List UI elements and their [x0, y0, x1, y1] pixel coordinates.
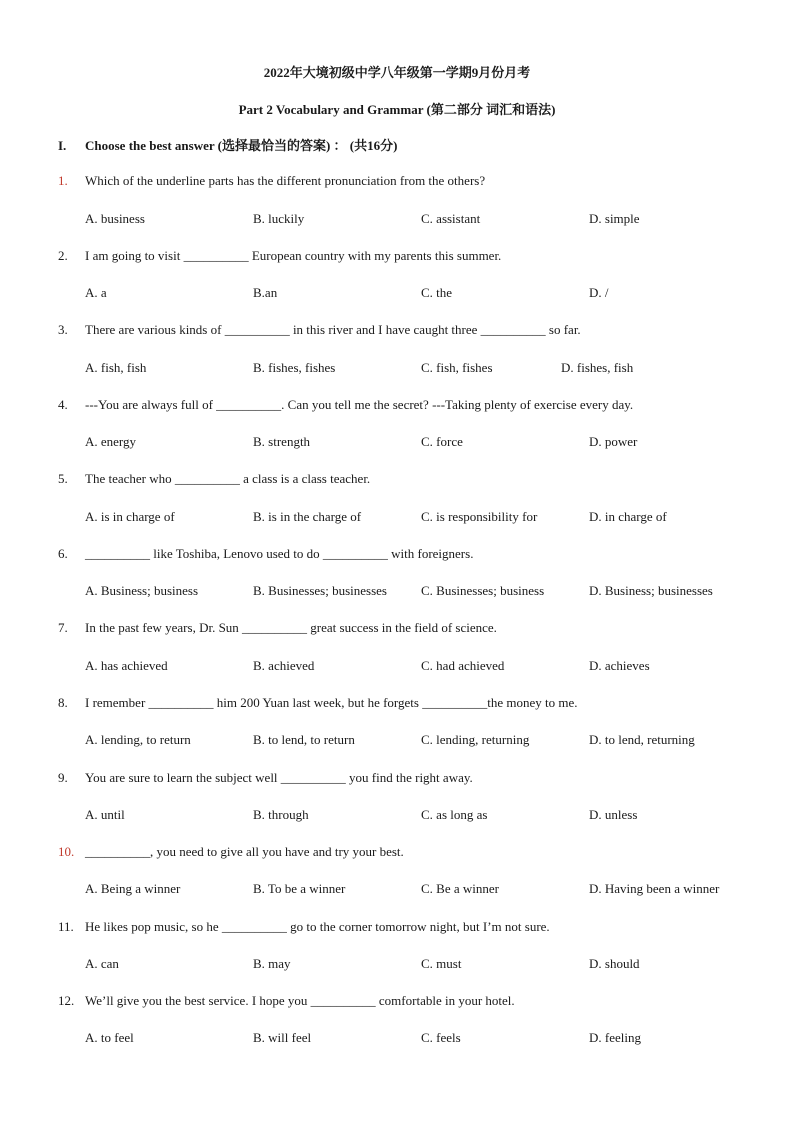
- question-text: __________ like Toshiba, Lenovo used to do __________ with foreigners.: [85, 546, 474, 561]
- option-b: B. strength: [253, 434, 311, 449]
- question-number: 1.: [58, 173, 68, 188]
- option-b: B. To be a winner: [253, 881, 346, 896]
- question-text: We’ll give you the best service. I hope you __________ comfortable in your hotel.: [85, 993, 515, 1008]
- option-a: A. energy: [85, 434, 137, 449]
- options-5: [85, 509, 765, 527]
- section-instructions: Choose the best answer (选择最恰当的答案) ： (共16分): [85, 138, 398, 153]
- option-a: A. can: [85, 956, 119, 971]
- question-text: The teacher who __________ a class is a class teacher.: [85, 471, 371, 486]
- question-number: 2.: [58, 248, 68, 263]
- question-8: [58, 695, 577, 711]
- option-d: D. power: [589, 434, 638, 449]
- question-number: 10.: [58, 844, 75, 859]
- question-12: [58, 993, 515, 1009]
- option-d: D. should: [589, 956, 640, 971]
- question-text: Which of the underline parts has the different pronunciation from the others?: [85, 173, 486, 188]
- question-text: __________, you need to give all you have and try your best.: [85, 844, 404, 859]
- option-a: A. Business; business: [85, 583, 199, 598]
- option-d: D. fishes, fish: [561, 360, 634, 375]
- options-2: [85, 285, 765, 303]
- options-8: [85, 732, 765, 750]
- option-d: D. to lend, returning: [589, 732, 695, 747]
- option-b: B. achieved: [253, 658, 315, 673]
- option-a: A. lending, to return: [85, 732, 191, 747]
- question-text: You are sure to learn the subject well __________ you find the right away.: [85, 770, 473, 785]
- option-a: A. business: [85, 211, 145, 226]
- option-c: C. force: [421, 434, 463, 449]
- option-b: B. through: [253, 807, 309, 822]
- page-title: 2022年大境初级中学八年级第一学期9月份月考: [263, 65, 531, 80]
- option-c: C. feels: [421, 1030, 461, 1045]
- question-text: In the past few years, Dr. Sun __________ great success in the field of science.: [85, 620, 497, 635]
- option-c: C. fish, fishes: [421, 360, 493, 375]
- option-d: D. feeling: [589, 1030, 641, 1045]
- question-number: 8.: [58, 695, 68, 710]
- option-c: C. as long as: [421, 807, 488, 822]
- question-text: I am going to visit __________ European country with my parents this summer.: [85, 248, 502, 263]
- question-text: I remember __________ him 200 Yuan last week, but he forgets __________the money to me.: [85, 695, 578, 710]
- option-d: D. Business; businesses: [589, 583, 713, 598]
- options-9: [85, 807, 765, 825]
- option-c: C. lending, returning: [421, 732, 530, 747]
- option-d: D. /: [589, 285, 609, 300]
- question-number: 4.: [58, 397, 68, 412]
- option-b: B.an: [253, 285, 278, 300]
- option-c: C. Be a winner: [421, 881, 499, 896]
- options-6: [85, 583, 765, 601]
- page-subtitle: Part 2 Vocabulary and Grammar (第二部分 词汇和语法): [238, 102, 556, 117]
- question-6: [58, 546, 473, 562]
- options-4: [85, 434, 765, 452]
- option-a: A. Being a winner: [85, 881, 181, 896]
- options-3: [85, 360, 765, 378]
- question-3: [58, 322, 581, 338]
- question-number: 6.: [58, 546, 68, 561]
- option-d: D. simple: [589, 211, 640, 226]
- option-b: B. is in the charge of: [253, 509, 362, 524]
- option-d: D. unless: [589, 807, 638, 822]
- question-number: 5.: [58, 471, 68, 486]
- section-number: I.: [58, 138, 67, 153]
- question-text: ---You are always full of __________. Can you tell me the secret? ---Taking plenty of exercise every day.: [85, 397, 634, 412]
- option-b: B. fishes, fishes: [253, 360, 336, 375]
- option-d: D. achieves: [589, 658, 650, 673]
- options-7: [85, 658, 765, 676]
- question-number: 9.: [58, 770, 68, 785]
- question-10: [58, 844, 404, 860]
- question-1: [58, 173, 485, 189]
- option-c: C. must: [421, 956, 462, 971]
- option-b: B. luckily: [253, 211, 305, 226]
- question-text: He likes pop music, so he __________ go to the corner tomorrow night, but I’m not sure.: [85, 919, 550, 934]
- option-a: A. a: [85, 285, 107, 300]
- question-number: 12.: [58, 993, 75, 1008]
- option-a: A. fish, fish: [85, 360, 147, 375]
- option-a: A. until: [85, 807, 125, 822]
- question-2: [58, 248, 501, 264]
- option-a: A. has achieved: [85, 658, 168, 673]
- options-12: [85, 1030, 765, 1048]
- question-11: [58, 919, 550, 935]
- options-1: [85, 211, 765, 229]
- option-c: C. assistant: [421, 211, 481, 226]
- question-9: [58, 770, 473, 786]
- question-4: [58, 397, 633, 413]
- section-heading: [58, 135, 397, 154]
- option-c: C. had achieved: [421, 658, 505, 673]
- option-c: C. the: [421, 285, 453, 300]
- question-number: 7.: [58, 620, 68, 635]
- option-d: D. Having been a winner: [589, 881, 720, 896]
- option-b: B. will feel: [253, 1030, 312, 1045]
- options-10: [85, 881, 765, 899]
- question-number: 11.: [58, 919, 74, 934]
- question-number: 3.: [58, 322, 68, 337]
- option-a: A. to feel: [85, 1030, 134, 1045]
- option-b: B. to lend, to return: [253, 732, 355, 747]
- option-a: A. is in charge of: [85, 509, 175, 524]
- option-b: B. may: [253, 956, 291, 971]
- options-11: [85, 956, 765, 974]
- question-text: There are various kinds of __________ in this river and I have caught three __________ so far.: [85, 322, 581, 337]
- option-c: C. Businesses; business: [421, 583, 545, 598]
- question-7: [58, 620, 497, 636]
- option-c: C. is responsibility for: [421, 509, 538, 524]
- option-d: D. in charge of: [589, 509, 667, 524]
- option-b: B. Businesses; businesses: [253, 583, 387, 598]
- question-5: [58, 471, 370, 487]
